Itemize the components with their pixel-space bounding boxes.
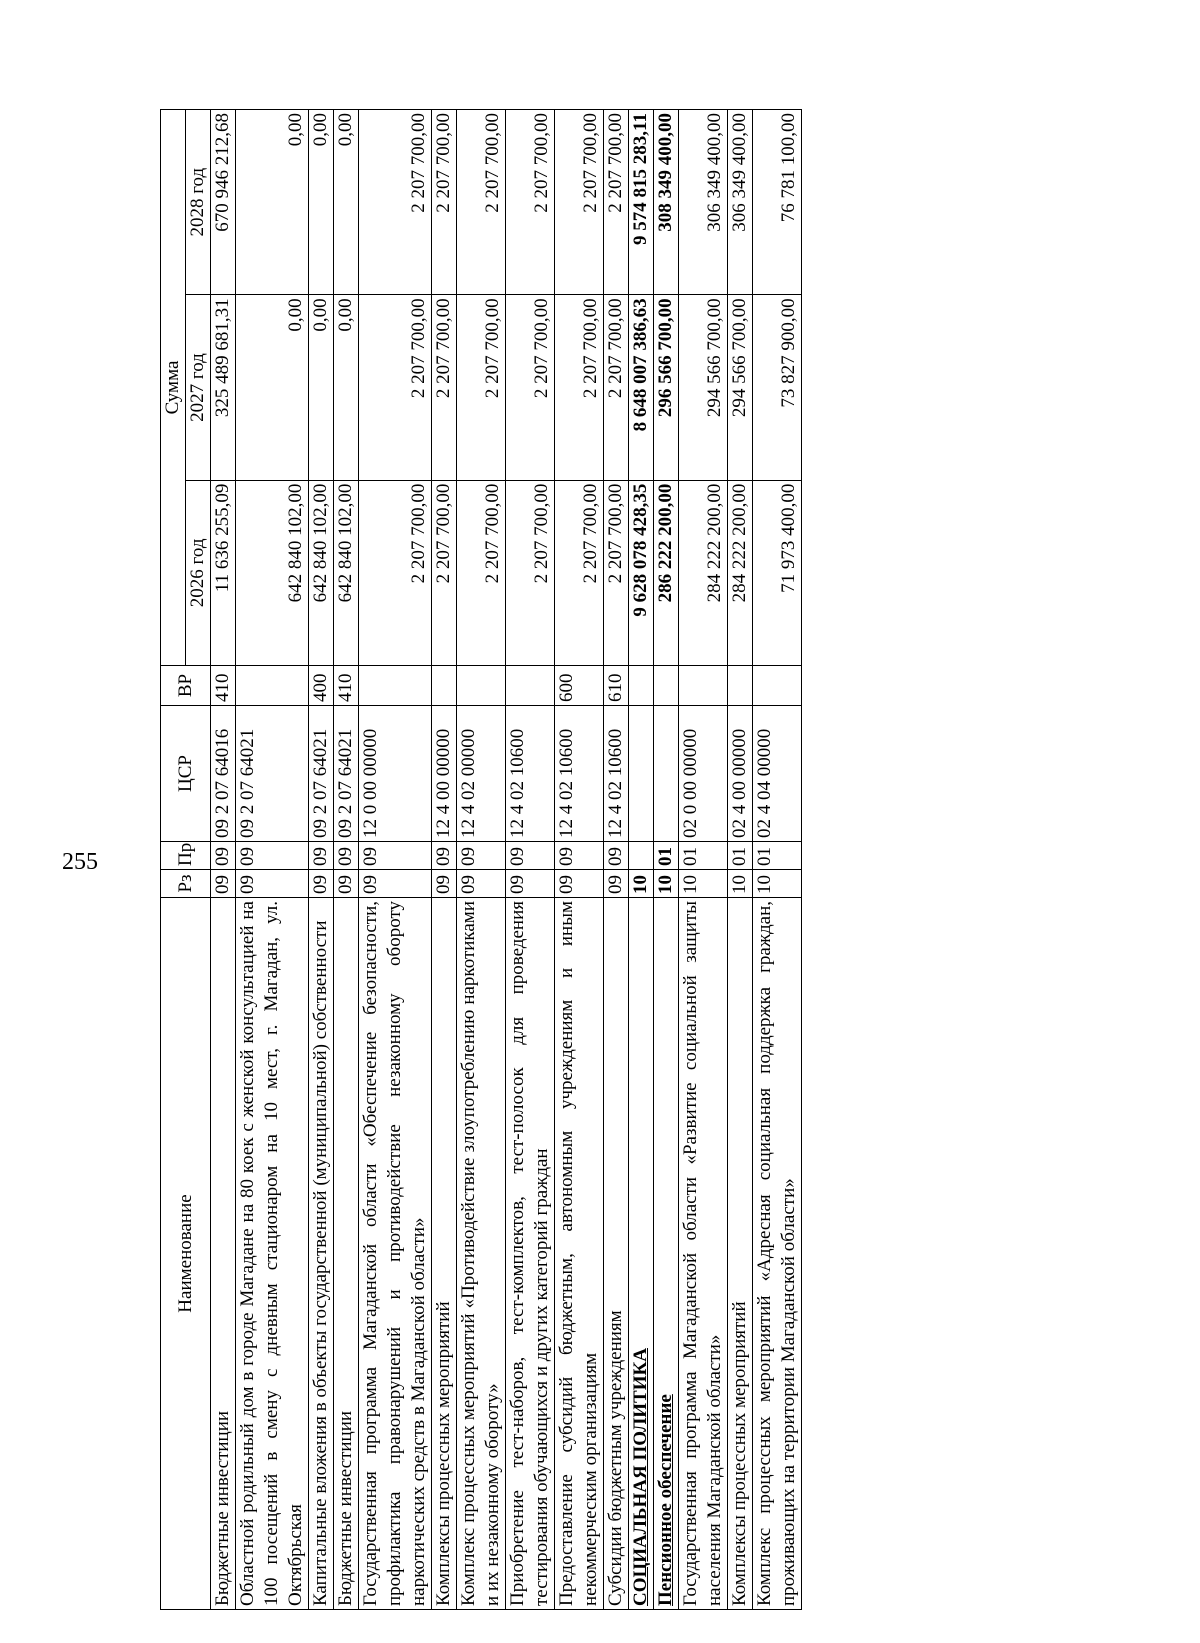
- row-name: Государственная программа Магаданской области «Обеспечение безопасности, профилактика правонарушений и противодействие незаконному обороту наркотических средств в Магаданской области»: [359, 898, 432, 1610]
- row-sum-2027: 2 207 700,00: [432, 295, 457, 480]
- row-pr: [629, 842, 654, 870]
- row-sum-2028: 0,00: [309, 110, 334, 295]
- row-name: Комплекс процессных мероприятий «Противодействие злоупотреблению наркотиками и их незаконному обороту»: [457, 898, 506, 1610]
- header-name: Наименование: [161, 898, 211, 1610]
- header-sum: Сумма: [161, 110, 186, 666]
- row-sum-2026: 2 207 700,00: [432, 480, 457, 665]
- table-row: [432, 110, 457, 1610]
- row-sum-2026: 11 636 255,09: [211, 480, 236, 665]
- row-csr: 02 4 00 00000: [728, 706, 753, 842]
- header-year-2028: 2028 год: [186, 110, 211, 295]
- row-sum-2027: 2 207 700,00: [457, 295, 506, 480]
- row-sum-2026: 642 840 102,00: [309, 480, 334, 665]
- row-csr: 12 4 00 00000: [432, 706, 457, 842]
- row-sum-2026: 284 222 200,00: [679, 480, 728, 665]
- row-rz: 10: [679, 870, 728, 898]
- row-sum-2027: 2 207 700,00: [604, 295, 629, 480]
- row-vr: [753, 666, 802, 706]
- row-vr: [629, 666, 654, 706]
- row-name: Областной родильный дом в городе Магадане на 80 коек с женской консультацией на 100 посещений в смену с дневным стационаром на 10 мест, г. Магадан, ул. Октябрьская: [236, 898, 309, 1610]
- table-row: [679, 110, 728, 1610]
- row-name: Комплекс процессных мероприятий «Адресная социальная поддержка граждан, проживающих на территории Магаданской области»: [753, 898, 802, 1610]
- row-vr: [506, 666, 555, 706]
- row-vr: [679, 666, 728, 706]
- table-row: [506, 110, 555, 1610]
- row-csr: 02 0 00 00000: [679, 706, 728, 842]
- table-row: [457, 110, 506, 1610]
- row-csr: [654, 706, 679, 842]
- row-pr: 09: [211, 842, 236, 870]
- row-sum-2027: 2 207 700,00: [555, 295, 604, 480]
- row-sum-2026: 71 973 400,00: [753, 480, 802, 665]
- header-year-2027: 2027 год: [186, 295, 211, 480]
- row-pr: 09: [457, 842, 506, 870]
- row-sum-2028: 2 207 700,00: [457, 110, 506, 295]
- row-sum-2028: 0,00: [236, 110, 309, 295]
- header-year-2026: 2026 год: [186, 480, 211, 665]
- row-vr: 600: [555, 666, 604, 706]
- row-rz: 10: [753, 870, 802, 898]
- row-csr: 09 2 07 64021: [334, 706, 359, 842]
- row-name: Комплексы процессных мероприятий: [432, 898, 457, 1610]
- row-pr: 09: [506, 842, 555, 870]
- row-pr: 01: [753, 842, 802, 870]
- row-sum-2028: 308 349 400,00: [654, 110, 679, 295]
- table-row: [629, 110, 654, 1610]
- row-sum-2026: 642 840 102,00: [236, 480, 309, 665]
- table-row: [555, 110, 604, 1610]
- table-row: [334, 110, 359, 1610]
- row-sum-2026: 286 222 200,00: [654, 480, 679, 665]
- table-row: [236, 110, 309, 1610]
- row-pr: 01: [728, 842, 753, 870]
- row-rz: 09: [457, 870, 506, 898]
- row-rz: 09: [604, 870, 629, 898]
- row-pr: 09: [432, 842, 457, 870]
- row-rz: 10: [654, 870, 679, 898]
- row-sum-2028: 670 946 212,68: [211, 110, 236, 295]
- row-name: Государственная программа Магаданской области «Развитие социальной защиты населения Магаданской области»: [679, 898, 728, 1610]
- row-name: Предоставление субсидий бюджетным, автономным учреждениям и иным некоммерческим организациям: [555, 898, 604, 1610]
- row-sum-2027: 2 207 700,00: [506, 295, 555, 480]
- row-sum-2028: 306 349 400,00: [679, 110, 728, 295]
- row-rz: 10: [629, 870, 654, 898]
- row-rz: 09: [359, 870, 432, 898]
- row-pr: 09: [555, 842, 604, 870]
- row-rz: 09: [506, 870, 555, 898]
- row-sum-2027: 294 566 700,00: [728, 295, 753, 480]
- row-sum-2028: 2 207 700,00: [432, 110, 457, 295]
- row-sum-2027: 73 827 900,00: [753, 295, 802, 480]
- row-rz: 09: [432, 870, 457, 898]
- row-vr: [654, 666, 679, 706]
- row-sum-2027: 2 207 700,00: [359, 295, 432, 480]
- row-pr: 01: [679, 842, 728, 870]
- row-vr: [432, 666, 457, 706]
- header-pr: Пр: [161, 842, 211, 870]
- row-sum-2027: 325 489 681,31: [211, 295, 236, 480]
- rotated-page-content: [160, 110, 1045, 1610]
- row-pr: 09: [334, 842, 359, 870]
- row-sum-2028: 9 574 815 283,11: [629, 110, 654, 295]
- row-vr: 400: [309, 666, 334, 706]
- header-rz: Рз: [161, 870, 211, 898]
- row-rz: 09: [211, 870, 236, 898]
- row-csr: 09 2 07 64021: [236, 706, 309, 842]
- row-sum-2027: 8 648 007 386,63: [629, 295, 654, 480]
- row-name: Бюджетные инвестиции: [211, 898, 236, 1610]
- row-sum-2027: 296 566 700,00: [654, 295, 679, 480]
- row-vr: [728, 666, 753, 706]
- row-sum-2026: 2 207 700,00: [555, 480, 604, 665]
- row-sum-2026: 284 222 200,00: [728, 480, 753, 665]
- row-rz: 09: [236, 870, 309, 898]
- table-row: [753, 110, 802, 1610]
- row-rz: 09: [334, 870, 359, 898]
- row-sum-2026: 2 207 700,00: [604, 480, 629, 665]
- row-sum-2028: 2 207 700,00: [506, 110, 555, 295]
- row-pr: 09: [604, 842, 629, 870]
- row-rz: 09: [555, 870, 604, 898]
- row-sum-2028: 306 349 400,00: [728, 110, 753, 295]
- budget-table: [160, 109, 802, 1610]
- row-rz: 09: [309, 870, 334, 898]
- row-csr: 12 4 02 10600: [506, 706, 555, 842]
- header-vr: ВР: [161, 666, 211, 706]
- row-vr: [457, 666, 506, 706]
- row-csr: 09 2 07 64021: [309, 706, 334, 842]
- row-sum-2027: 294 566 700,00: [679, 295, 728, 480]
- row-sum-2026: 2 207 700,00: [457, 480, 506, 665]
- header-csr: ЦСР: [161, 706, 211, 842]
- row-name: Бюджетные инвестиции: [334, 898, 359, 1610]
- row-sum-2028: 0,00: [334, 110, 359, 295]
- row-csr: [629, 706, 654, 842]
- row-pr: 09: [359, 842, 432, 870]
- row-vr: 410: [334, 666, 359, 706]
- row-sum-2026: 642 840 102,00: [334, 480, 359, 665]
- row-pr: 01: [654, 842, 679, 870]
- table-row: [604, 110, 629, 1610]
- row-vr: 610: [604, 666, 629, 706]
- table-row: [728, 110, 753, 1610]
- row-pr: 09: [309, 842, 334, 870]
- row-vr: 410: [211, 666, 236, 706]
- row-vr: [359, 666, 432, 706]
- row-vr: [236, 666, 309, 706]
- row-name: Субсидии бюджетным учреждениям: [604, 898, 629, 1610]
- row-csr: 12 4 02 10600: [604, 706, 629, 842]
- table-header: [161, 110, 211, 1610]
- row-sum-2027: 0,00: [236, 295, 309, 480]
- row-name: Комплексы процессных мероприятий: [728, 898, 753, 1610]
- row-csr: 12 4 02 10600: [555, 706, 604, 842]
- row-pr: 09: [236, 842, 309, 870]
- row-csr: 12 4 02 00000: [457, 706, 506, 842]
- row-sum-2026: 2 207 700,00: [506, 480, 555, 665]
- row-sum-2028: 2 207 700,00: [555, 110, 604, 295]
- table-row: [654, 110, 679, 1610]
- table-row: [309, 110, 334, 1610]
- row-sum-2027: 0,00: [334, 295, 359, 480]
- row-sum-2026: 2 207 700,00: [359, 480, 432, 665]
- table-row: [211, 110, 236, 1610]
- row-csr: 12 0 00 00000: [359, 706, 432, 842]
- row-sum-2028: 2 207 700,00: [604, 110, 629, 295]
- row-rz: 10: [728, 870, 753, 898]
- page-number: 255: [62, 849, 98, 875]
- table-row: [359, 110, 432, 1610]
- row-csr: 09 2 07 64016: [211, 706, 236, 842]
- row-name: Приобретение тест-наборов, тест-комплектов, тест-полосок для проведения тестирования обучающихся и других категорий граждан: [506, 898, 555, 1610]
- row-sum-2027: 0,00: [309, 295, 334, 480]
- table-body: [211, 110, 802, 1610]
- row-csr: 02 4 04 00000: [753, 706, 802, 842]
- row-name: Пенсионное обеспечение: [654, 898, 679, 1610]
- row-sum-2028: 76 781 100,00: [753, 110, 802, 295]
- row-sum-2026: 9 628 078 428,35: [629, 480, 654, 665]
- row-sum-2028: 2 207 700,00: [359, 110, 432, 295]
- row-name: СОЦИАЛЬНАЯ ПОЛИТИКА: [629, 898, 654, 1610]
- row-name: Капитальные вложения в объекты государственной (муниципальной) собственности: [309, 898, 334, 1610]
